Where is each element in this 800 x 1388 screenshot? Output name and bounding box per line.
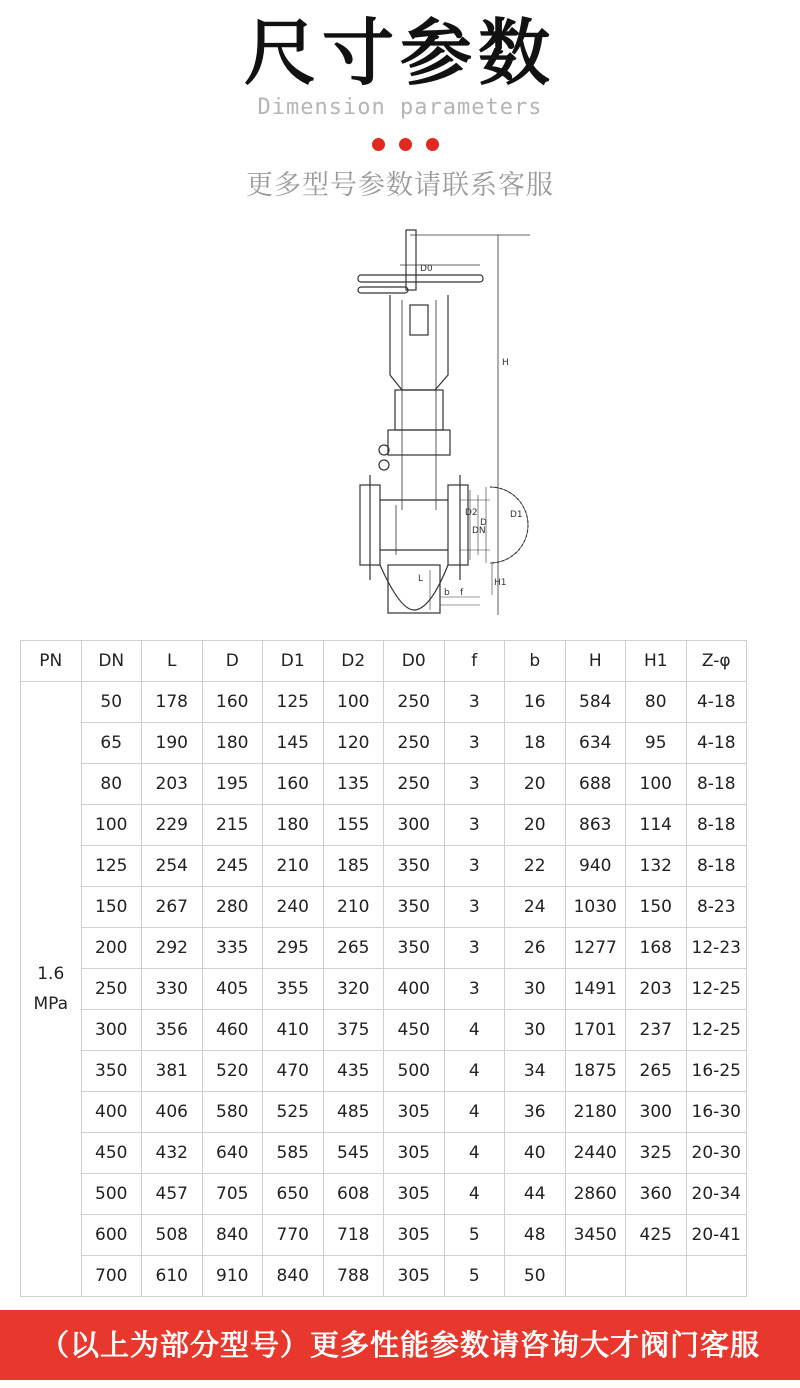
table-cell: 12-25 bbox=[686, 969, 747, 1010]
table-cell: 634 bbox=[565, 723, 626, 764]
table-cell: 508 bbox=[142, 1215, 203, 1256]
table-cell: 48 bbox=[505, 1215, 566, 1256]
label-d1: D1 bbox=[510, 510, 523, 520]
page-subtitle: Dimension parameters bbox=[257, 95, 543, 120]
table-cell: 610 bbox=[142, 1256, 203, 1297]
table-cell: 700 bbox=[81, 1256, 142, 1297]
table-cell: 200 bbox=[81, 928, 142, 969]
table-cell: 305 bbox=[384, 1174, 445, 1215]
table-row bbox=[21, 846, 747, 887]
table-cell: 300 bbox=[626, 1092, 687, 1133]
label-h: H bbox=[502, 358, 509, 368]
table-cell: 145 bbox=[263, 723, 324, 764]
table-cell: 5 bbox=[444, 1215, 505, 1256]
table-cell: 940 bbox=[565, 846, 626, 887]
table-cell: 4 bbox=[444, 1092, 505, 1133]
table-cell: 40 bbox=[505, 1133, 566, 1174]
table-cell: 100 bbox=[81, 805, 142, 846]
column-header: L bbox=[142, 641, 203, 682]
column-header: D2 bbox=[323, 641, 384, 682]
column-header: H1 bbox=[626, 641, 687, 682]
table-cell: 470 bbox=[263, 1051, 324, 1092]
table-cell: 50 bbox=[81, 682, 142, 723]
table-cell: 1875 bbox=[565, 1051, 626, 1092]
table-cell: 245 bbox=[202, 846, 263, 887]
table-cell: 8-18 bbox=[686, 846, 747, 887]
table-cell: 240 bbox=[263, 887, 324, 928]
table-cell: 12-23 bbox=[686, 928, 747, 969]
table-cell: 3 bbox=[444, 969, 505, 1010]
table-cell: 135 bbox=[323, 764, 384, 805]
label-d0: D0 bbox=[420, 264, 433, 274]
column-header: Z-φ bbox=[686, 641, 747, 682]
table-cell: 168 bbox=[626, 928, 687, 969]
table-cell: 400 bbox=[81, 1092, 142, 1133]
table-cell: 265 bbox=[626, 1051, 687, 1092]
table-cell: 300 bbox=[384, 805, 445, 846]
table-cell: 3 bbox=[444, 764, 505, 805]
table-cell: 254 bbox=[142, 846, 203, 887]
table-cell: 178 bbox=[142, 682, 203, 723]
table-cell: 4 bbox=[444, 1010, 505, 1051]
table-cell: 185 bbox=[323, 846, 384, 887]
table-cell: 16-25 bbox=[686, 1051, 747, 1092]
table-cell: 125 bbox=[263, 682, 324, 723]
table-cell: 405 bbox=[202, 969, 263, 1010]
table-cell: 1491 bbox=[565, 969, 626, 1010]
table-cell: 215 bbox=[202, 805, 263, 846]
red-dot-icon bbox=[372, 138, 385, 151]
table-cell: 485 bbox=[323, 1092, 384, 1133]
table-row bbox=[21, 723, 747, 764]
table-cell: 190 bbox=[142, 723, 203, 764]
table-cell: 406 bbox=[142, 1092, 203, 1133]
table-cell: 460 bbox=[202, 1010, 263, 1051]
column-header: D1 bbox=[263, 641, 324, 682]
gate-valve-drawing bbox=[340, 225, 570, 620]
table-cell: 500 bbox=[81, 1174, 142, 1215]
table-cell: 3 bbox=[444, 682, 505, 723]
table-cell: 5 bbox=[444, 1256, 505, 1297]
pn-cell: 1.6 MPa bbox=[21, 682, 82, 1297]
table-cell: 210 bbox=[323, 887, 384, 928]
table-cell: 688 bbox=[565, 764, 626, 805]
table-cell: 425 bbox=[626, 1215, 687, 1256]
table-cell: 400 bbox=[384, 969, 445, 1010]
table-cell: 12-25 bbox=[686, 1010, 747, 1051]
table-row bbox=[21, 1092, 747, 1133]
table-cell: 840 bbox=[202, 1215, 263, 1256]
table-cell: 355 bbox=[263, 969, 324, 1010]
table-cell: 150 bbox=[626, 887, 687, 928]
contact-note: 更多型号参数请联系客服 bbox=[246, 170, 554, 201]
table-cell: 863 bbox=[565, 805, 626, 846]
table-cell bbox=[686, 1256, 747, 1297]
table-cell: 1030 bbox=[565, 887, 626, 928]
table-cell: 180 bbox=[202, 723, 263, 764]
table-cell: 100 bbox=[323, 682, 384, 723]
table-cell: 350 bbox=[81, 1051, 142, 1092]
label-b: b bbox=[444, 588, 450, 598]
table-cell: 770 bbox=[263, 1215, 324, 1256]
table-cell: 8-18 bbox=[686, 764, 747, 805]
table-cell: 356 bbox=[142, 1010, 203, 1051]
table-cell: 840 bbox=[263, 1256, 324, 1297]
table-cell: 432 bbox=[142, 1133, 203, 1174]
table-cell: 305 bbox=[384, 1092, 445, 1133]
table-row bbox=[21, 928, 747, 969]
table-cell: 4 bbox=[444, 1174, 505, 1215]
table-cell: 292 bbox=[142, 928, 203, 969]
column-header: PN bbox=[21, 641, 82, 682]
table-cell: 50 bbox=[505, 1256, 566, 1297]
table-cell: 545 bbox=[323, 1133, 384, 1174]
table-cell: 1701 bbox=[565, 1010, 626, 1051]
table-cell: 250 bbox=[384, 682, 445, 723]
column-header: DN bbox=[81, 641, 142, 682]
table-cell: 4-18 bbox=[686, 682, 747, 723]
table-cell: 155 bbox=[323, 805, 384, 846]
red-dot-icon bbox=[399, 138, 412, 151]
column-header: D0 bbox=[384, 641, 445, 682]
table-cell: 600 bbox=[81, 1215, 142, 1256]
table-cell: 44 bbox=[505, 1174, 566, 1215]
table-cell: 350 bbox=[384, 887, 445, 928]
table-cell: 3 bbox=[444, 846, 505, 887]
table-cell: 4 bbox=[444, 1051, 505, 1092]
table-row bbox=[21, 1133, 747, 1174]
table-cell: 375 bbox=[323, 1010, 384, 1051]
table-cell: 330 bbox=[142, 969, 203, 1010]
table-row bbox=[21, 1010, 747, 1051]
label-h1: H1 bbox=[494, 578, 507, 588]
table-cell: 650 bbox=[263, 1174, 324, 1215]
table-cell: 2180 bbox=[565, 1092, 626, 1133]
table-cell bbox=[565, 1256, 626, 1297]
table-cell: 2860 bbox=[565, 1174, 626, 1215]
table-cell: 95 bbox=[626, 723, 687, 764]
table-cell: 150 bbox=[81, 887, 142, 928]
table-cell: 8-18 bbox=[686, 805, 747, 846]
table-cell: 3 bbox=[444, 805, 505, 846]
table-cell: 435 bbox=[323, 1051, 384, 1092]
table-cell: 350 bbox=[384, 846, 445, 887]
table-cell: 305 bbox=[384, 1215, 445, 1256]
table-cell: 4-18 bbox=[686, 723, 747, 764]
column-header: f bbox=[444, 641, 505, 682]
table-cell: 250 bbox=[384, 764, 445, 805]
table-cell: 8-23 bbox=[686, 887, 747, 928]
decorative-dots bbox=[372, 138, 442, 154]
table-cell: 100 bbox=[626, 764, 687, 805]
table-cell: 410 bbox=[263, 1010, 324, 1051]
table-cell: 160 bbox=[263, 764, 324, 805]
table-cell: 3 bbox=[444, 723, 505, 764]
table-cell: 65 bbox=[81, 723, 142, 764]
table-cell: 305 bbox=[384, 1256, 445, 1297]
table-cell: 114 bbox=[626, 805, 687, 846]
table-cell: 3450 bbox=[565, 1215, 626, 1256]
label-d2: D2 bbox=[465, 508, 478, 518]
table-cell: 500 bbox=[384, 1051, 445, 1092]
table-cell: 325 bbox=[626, 1133, 687, 1174]
table-cell: 360 bbox=[626, 1174, 687, 1215]
column-header: b bbox=[505, 641, 566, 682]
table-cell: 608 bbox=[323, 1174, 384, 1215]
table-cell: 26 bbox=[505, 928, 566, 969]
table-cell: 20-30 bbox=[686, 1133, 747, 1174]
table-cell: 1277 bbox=[565, 928, 626, 969]
table-cell: 20 bbox=[505, 764, 566, 805]
table-body bbox=[21, 682, 747, 1297]
table-cell: 280 bbox=[202, 887, 263, 928]
table-cell: 120 bbox=[323, 723, 384, 764]
table-cell: 16-30 bbox=[686, 1092, 747, 1133]
table-cell: 3 bbox=[444, 887, 505, 928]
dimension-table bbox=[20, 640, 747, 1297]
table-cell: 132 bbox=[626, 846, 687, 887]
table-cell: 229 bbox=[142, 805, 203, 846]
page-title: 尺寸参数 bbox=[243, 11, 556, 95]
table-cell: 125 bbox=[81, 846, 142, 887]
table-cell: 350 bbox=[384, 928, 445, 969]
table-cell: 335 bbox=[202, 928, 263, 969]
label-dn: DN bbox=[472, 526, 486, 536]
table-cell: 295 bbox=[263, 928, 324, 969]
table-cell: 203 bbox=[142, 764, 203, 805]
table-row bbox=[21, 887, 747, 928]
red-dot-icon bbox=[426, 138, 439, 151]
table-cell: 910 bbox=[202, 1256, 263, 1297]
table-row bbox=[21, 969, 747, 1010]
table-cell: 3 bbox=[444, 928, 505, 969]
table-cell: 705 bbox=[202, 1174, 263, 1215]
table-row bbox=[21, 805, 747, 846]
table-row bbox=[21, 1256, 747, 1297]
contact-banner: （以上为部分型号）更多性能参数请咨询大才阀门客服 bbox=[0, 1310, 800, 1380]
table-row bbox=[21, 1215, 747, 1256]
table-cell: 203 bbox=[626, 969, 687, 1010]
table-cell: 250 bbox=[384, 723, 445, 764]
table-cell: 525 bbox=[263, 1092, 324, 1133]
table-cell: 160 bbox=[202, 682, 263, 723]
table-cell: 585 bbox=[263, 1133, 324, 1174]
table-cell bbox=[626, 1256, 687, 1297]
table-cell: 520 bbox=[202, 1051, 263, 1092]
table-cell: 584 bbox=[565, 682, 626, 723]
table-cell: 4 bbox=[444, 1133, 505, 1174]
label-f: f bbox=[460, 588, 464, 598]
label-d: D bbox=[480, 518, 487, 528]
table-row bbox=[21, 682, 747, 723]
table-cell: 250 bbox=[81, 969, 142, 1010]
table-cell: 450 bbox=[81, 1133, 142, 1174]
table-row bbox=[21, 764, 747, 805]
table-cell: 2440 bbox=[565, 1133, 626, 1174]
table-cell: 305 bbox=[384, 1133, 445, 1174]
table-cell: 210 bbox=[263, 846, 324, 887]
table-cell: 267 bbox=[142, 887, 203, 928]
table-cell: 180 bbox=[263, 805, 324, 846]
table-cell: 20 bbox=[505, 805, 566, 846]
table-row bbox=[21, 1174, 747, 1215]
table-cell: 265 bbox=[323, 928, 384, 969]
table-cell: 640 bbox=[202, 1133, 263, 1174]
table-cell: 20-34 bbox=[686, 1174, 747, 1215]
table-row bbox=[21, 1051, 747, 1092]
table-cell: 718 bbox=[323, 1215, 384, 1256]
column-header: H bbox=[565, 641, 626, 682]
column-header: D bbox=[202, 641, 263, 682]
table-cell: 22 bbox=[505, 846, 566, 887]
table-cell: 34 bbox=[505, 1051, 566, 1092]
table-cell: 20-41 bbox=[686, 1215, 747, 1256]
table-cell: 457 bbox=[142, 1174, 203, 1215]
table-cell: 16 bbox=[505, 682, 566, 723]
label-l: L bbox=[418, 574, 424, 584]
table-cell: 320 bbox=[323, 969, 384, 1010]
table-cell: 80 bbox=[81, 764, 142, 805]
table-cell: 300 bbox=[81, 1010, 142, 1051]
table-cell: 30 bbox=[505, 1010, 566, 1051]
table-cell: 580 bbox=[202, 1092, 263, 1133]
table-cell: 788 bbox=[323, 1256, 384, 1297]
table-header-row bbox=[21, 641, 747, 682]
table-cell: 195 bbox=[202, 764, 263, 805]
table-cell: 18 bbox=[505, 723, 566, 764]
table-cell: 237 bbox=[626, 1010, 687, 1051]
table-cell: 36 bbox=[505, 1092, 566, 1133]
table-cell: 381 bbox=[142, 1051, 203, 1092]
table-cell: 24 bbox=[505, 887, 566, 928]
table-cell: 80 bbox=[626, 682, 687, 723]
table-cell: 30 bbox=[505, 969, 566, 1010]
table-cell: 450 bbox=[384, 1010, 445, 1051]
